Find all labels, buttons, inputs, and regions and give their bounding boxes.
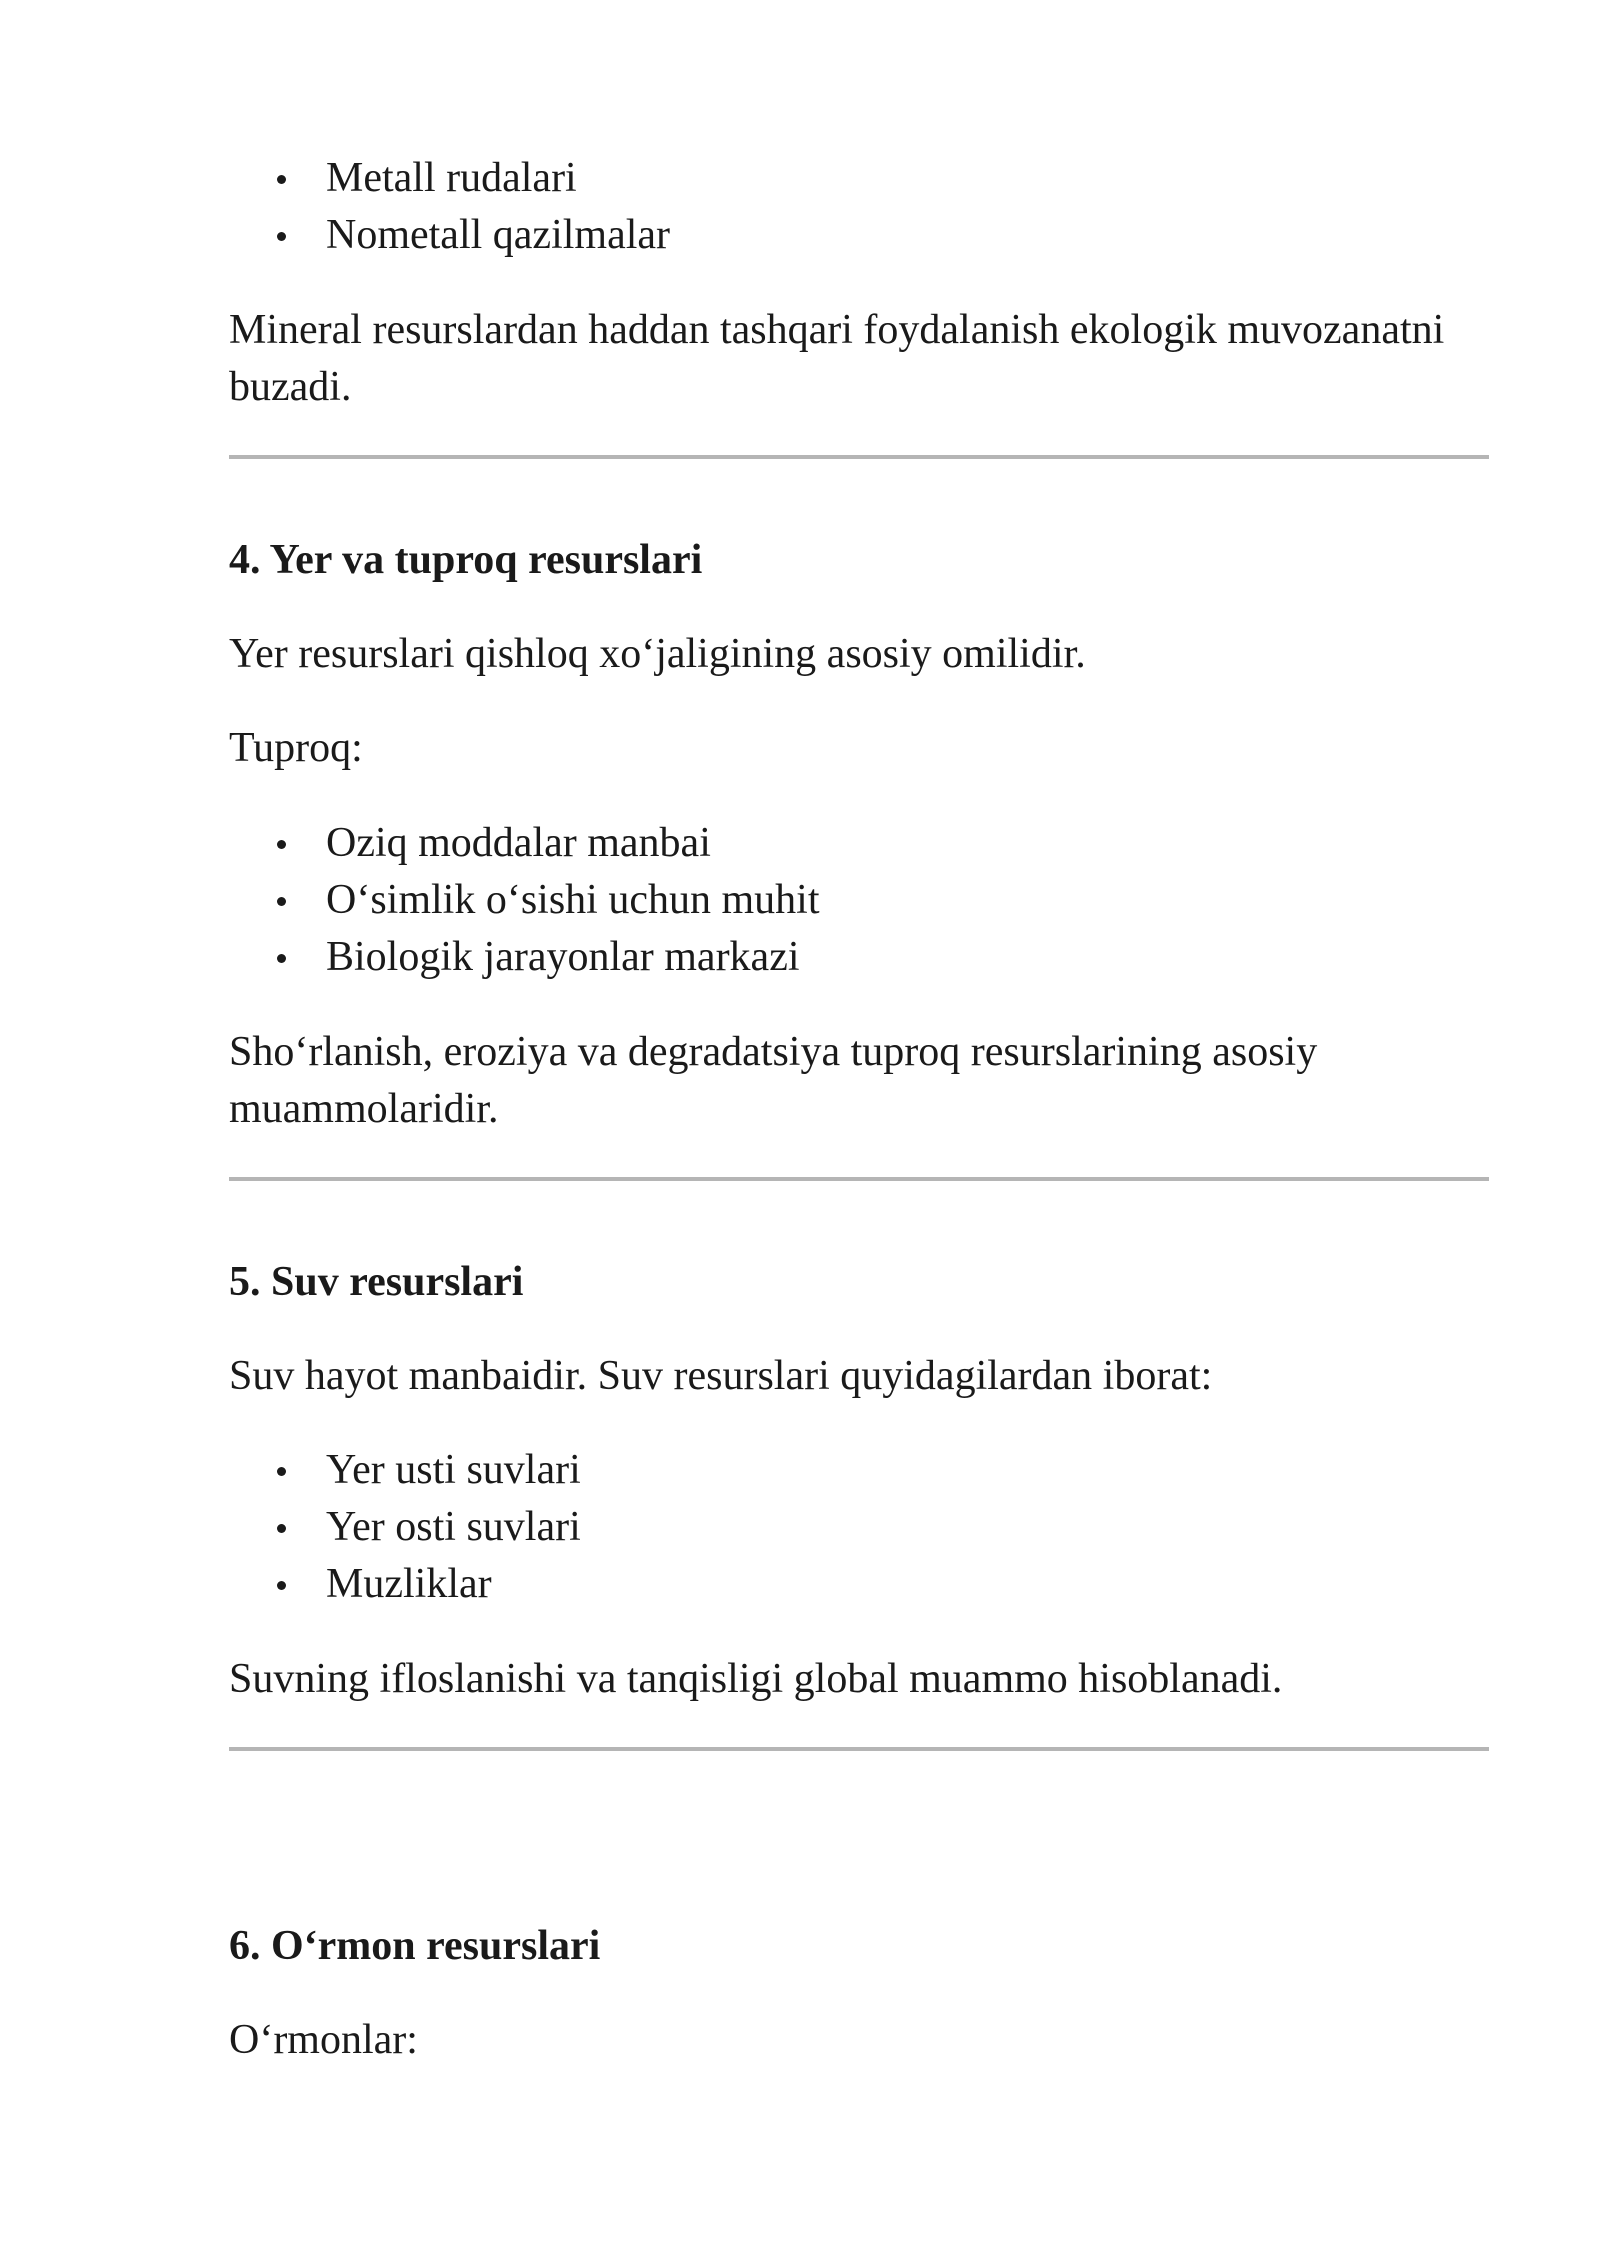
list-item: Oziq moddalar manbai [229, 815, 1489, 872]
bullet-icon [277, 954, 286, 963]
section-5-conclusion: Suvning ifloslanishi va tanqisligi global muammo hisoblanadi. [229, 1656, 1283, 1702]
list-item: Yer osti suvlari [229, 1499, 1489, 1556]
section-4-label: Tuproq: [229, 725, 363, 771]
list-item: Biologik jarayonlar markazi [229, 929, 1489, 986]
bullet-icon [277, 232, 286, 241]
section-divider [229, 1747, 1489, 1751]
section-5-list [229, 1442, 1489, 1613]
bullet-icon [277, 175, 286, 184]
section-4-conclusion: Sho‘rlanish, eroziya va degradatsiya tuproq resurslarining asosiy muammolaridir. [229, 1029, 1318, 1132]
section-6-intro: O‘rmonlar: [229, 2017, 418, 2063]
list-item: O‘simlik o‘sishi uchun muhit [229, 872, 1489, 929]
section-6-heading: 6. O‘rmon resurslari [229, 1923, 601, 1969]
section-4-heading: 4. Yer va tuproq resurslari [229, 537, 703, 583]
section-5-heading: 5. Suv resurslari [229, 1259, 524, 1305]
bullet-icon [277, 897, 286, 906]
bullet-icon [277, 1467, 286, 1476]
section-4-list [229, 815, 1489, 986]
section-divider [229, 455, 1489, 459]
mineral-conclusion: Mineral resurslardan haddan tashqari foydalanish ekologik muvozanatni buzadi. [229, 307, 1445, 410]
section-4-intro: Yer resurslari qishloq xo‘jaligining asosiy omilidir. [229, 631, 1086, 677]
bullet-icon [277, 840, 286, 849]
list-item: Yer usti suvlari [229, 1442, 1489, 1499]
list-item: Nometall qazilmalar [229, 207, 1489, 264]
list-item: Metall rudalari [229, 150, 1489, 207]
mineral-list [229, 150, 1489, 264]
section-divider [229, 1177, 1489, 1181]
section-5-intro: Suv hayot manbaidir. Suv resurslari quyidagilardan iborat: [229, 1353, 1213, 1399]
list-item: Muzliklar [229, 1556, 1489, 1613]
bullet-icon [277, 1524, 286, 1533]
bullet-icon [277, 1581, 286, 1590]
